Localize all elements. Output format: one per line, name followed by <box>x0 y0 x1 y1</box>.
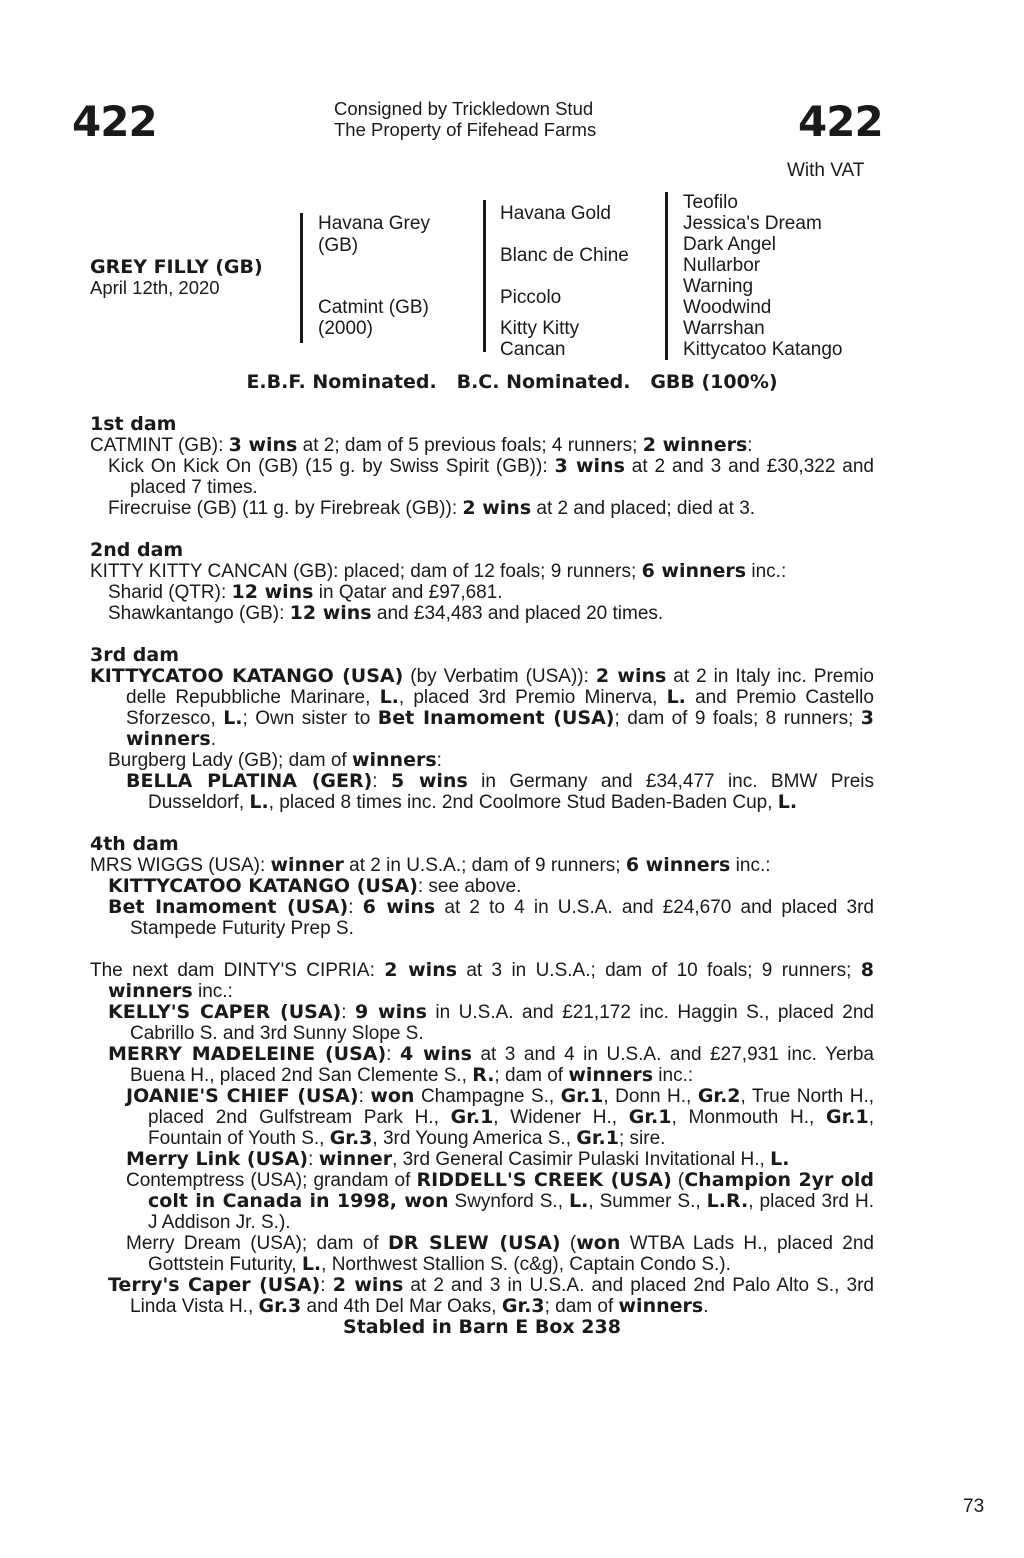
page-number: 73 <box>963 1496 985 1517</box>
produce-entry: MERRY MADELEINE (USA): 4 wins at 3 and 4 in U.S.A. and £27,931 inc. Yerba Buena H., placed 2nd San Clemente S., R.; dam of winners inc.: <box>108 1043 874 1086</box>
pedigree-gen2: Kitty Kitty <box>500 318 580 339</box>
sire-name: Havana Grey <box>318 213 430 234</box>
sire-country: (GB) <box>318 235 359 256</box>
section-heading-3rd-dam: 3rd dam <box>90 644 180 666</box>
produce-entry: Shawkantango (GB): 12 wins and £34,483 and placed 20 times. <box>108 602 664 624</box>
next-dam-entry: The next dam DINTY'S CIPRIA: 2 wins at 3 in U.S.A.; dam of 10 foals; 9 runners; 8 winners inc.: <box>90 959 874 1002</box>
lot-number-left: 422 <box>72 97 157 146</box>
pedigree-gen3: Kittycatoo Katango <box>683 339 843 360</box>
dam-entry: CATMINT (GB): 3 wins at 2; dam of 5 previous foals; 4 runners; 2 winners: <box>90 434 753 456</box>
produce-entry: Contemptress (USA); grandam of RIDDELL'S CREEK (USA) (Champion 2yr old colt in Canada in 1998, won Swynford S., L., Summer S., L.R., placed 3rd H. J Addison Jr. S.). <box>126 1169 875 1233</box>
horse-name: GREY FILLY (GB) <box>90 256 263 278</box>
produce-entry: KELLY'S CAPER (USA): 9 wins in U.S.A. and £21,172 inc. Haggin S., placed 2nd Cabrillo S. and 3rd Sunny Slope S. <box>108 1001 874 1044</box>
pedigree-gen3: Warning <box>683 276 754 297</box>
dam-entry: MRS WIGGS (USA): winner at 2 in U.S.A.; dam of 9 runners; 6 winners inc.: <box>90 854 771 876</box>
pedigree-gen3: Teofilo <box>683 192 738 213</box>
produce-entry: Merry Link (USA): winner, 3rd General Casimir Pulaski Invitational H., L. <box>126 1148 790 1170</box>
stabling-info: Stabled in Barn E Box 238 <box>343 1316 621 1338</box>
produce-entry: KITTYCATOO KATANGO (USA): see above. <box>108 875 522 897</box>
foaling-date: April 12th, 2020 <box>90 277 220 298</box>
consignor-block <box>334 98 596 140</box>
pedigree-gen3: Nullarbor <box>683 255 761 276</box>
pedigree-gen2: Blanc de Chine <box>500 245 629 266</box>
dam-entry: KITTY KITTY CANCAN (GB): placed; dam of 12 foals; 9 runners; 6 winners inc.: <box>90 560 787 582</box>
pedigree-divider <box>483 200 486 352</box>
pedigree-divider <box>665 192 668 360</box>
nominations: E.B.F. Nominated. B.C. Nominated. GBB (100%) <box>246 371 778 393</box>
produce-entry: Firecruise (GB) (11 g. by Firebreak (GB)): 2 wins at 2 and placed; died at 3. <box>108 497 756 519</box>
vat-note: With VAT <box>787 160 865 181</box>
produce-entry: Burgberg Lady (GB); dam of winners: <box>108 749 442 771</box>
produce-entry: Merry Dream (USA); dam of DR SLEW (USA) (won WTBA Lads H., placed 2nd Gottstein Futurity, L., Northwest Stallion S. (c&g), Captain Condo S.). <box>126 1232 874 1275</box>
produce-entry: BELLA PLATINA (GER): 5 wins in Germany and £34,477 inc. BMW Preis Dusseldorf, L., placed 8 times inc. 2nd Coolmore Stud Baden-Baden Cup, L. <box>126 770 874 813</box>
dam-name: Catmint (GB) <box>318 297 429 318</box>
dam-year: (2000) <box>318 318 373 339</box>
produce-entry: Bet Inamoment (USA): 6 wins at 2 to 4 in U.S.A. and £24,670 and placed 3rd Stampede Futurity Prep S. <box>108 896 874 939</box>
pedigree-gen2: Cancan <box>500 339 566 360</box>
pedigree-gen2: Havana Gold <box>500 203 611 224</box>
pedigree-gen3: Warrshan <box>683 318 765 339</box>
produce-entry: Kick On Kick On (GB) (15 g. by Swiss Spirit (GB)): 3 wins at 2 and 3 and £30,322 and placed 7 times. <box>108 455 874 498</box>
section-heading-1st-dam: 1st dam <box>90 413 177 435</box>
consigned-by: Consigned by Trickledown Stud <box>334 98 594 119</box>
section-heading-4th-dam: 4th dam <box>90 833 179 855</box>
pedigree-gen3: Woodwind <box>683 297 772 318</box>
lot-number-right: 422 <box>798 97 883 146</box>
section-heading-2nd-dam: 2nd dam <box>90 539 184 561</box>
property-of: The Property of Fifehead Farms <box>334 119 597 140</box>
produce-entry: Terry's Caper (USA): 2 wins at 2 and 3 in U.S.A. and placed 2nd Palo Alto S., 3rd Linda Vista H., Gr.3 and 4th Del Mar Oaks, Gr.3; dam of winners. <box>108 1274 874 1317</box>
pedigree-gen2: Piccolo <box>500 287 562 308</box>
pedigree-gen3: Dark Angel <box>683 234 776 255</box>
pedigree-divider <box>300 213 303 343</box>
produce-entry: Sharid (QTR): 12 wins in Qatar and £97,681. <box>108 581 503 603</box>
pedigree-gen3: Jessica's Dream <box>683 213 822 234</box>
produce-entry: JOANIE'S CHIEF (USA): won Champagne S., Gr.1, Donn H., Gr.2, True North H., placed 2nd Gulfstream Park H., Gr.1, Widener H., Gr.1, Monmouth H., Gr.1, Fountain of Youth S., Gr.3, 3rd Young America S., Gr.1; sire. <box>126 1085 874 1149</box>
catalogue-body <box>90 372 874 1338</box>
dam-entry: KITTYCATOO KATANGO (USA) (by Verbatim (USA)): 2 wins at 2 in Italy inc. Premio delle Repubbliche Marinare, L., placed 3rd Premio Minerva, L. and Premio Castello Sforzesco, L.; Own sister to Bet Inamoment (USA); dam of 9 foals; 8 runners; 3 winners. <box>90 665 874 750</box>
